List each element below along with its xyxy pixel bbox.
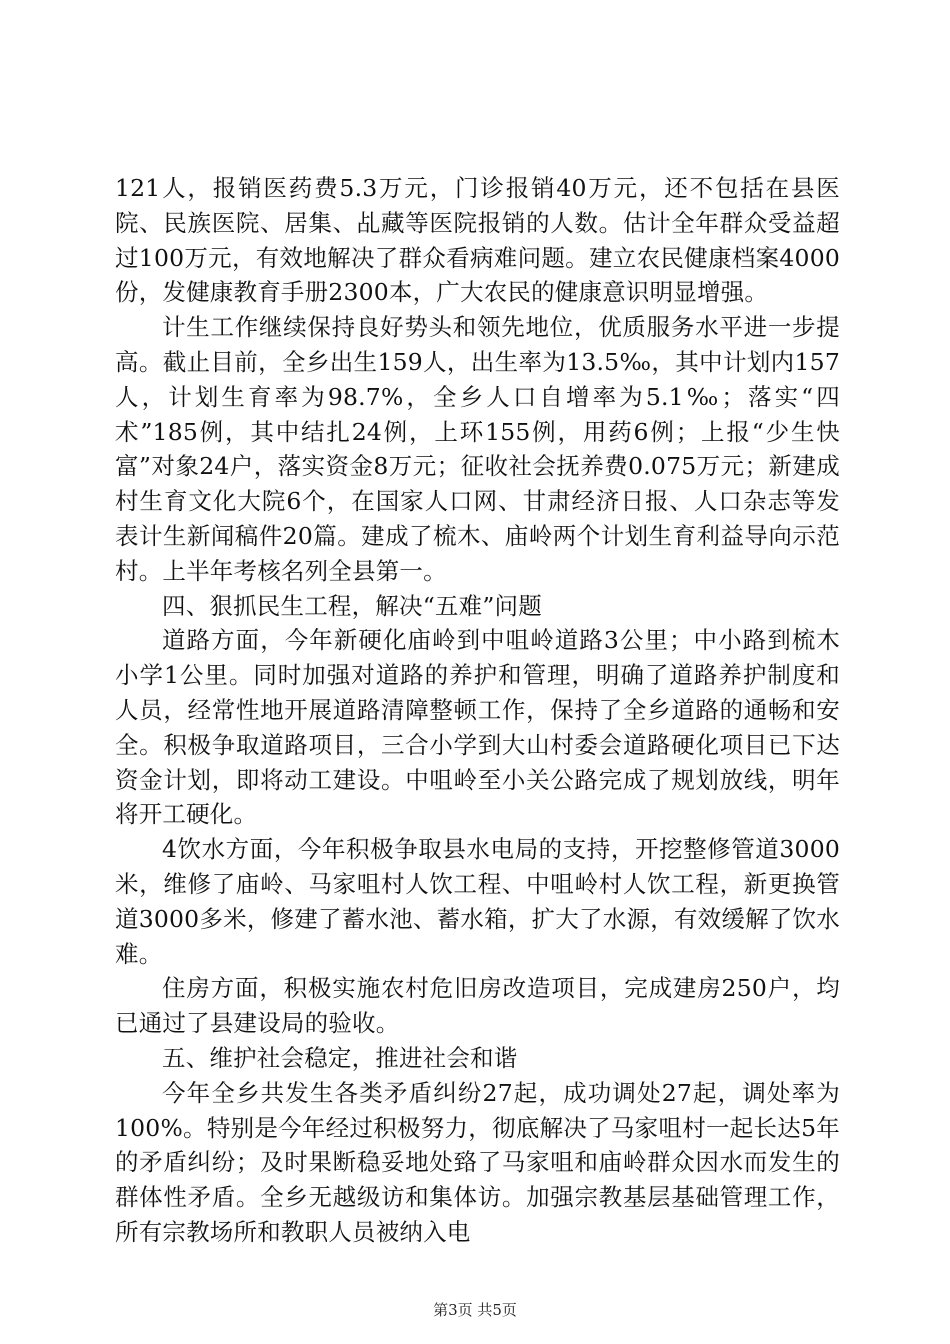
paragraph-disputes: 今年全乡共发生各类矛盾纠纷27起，成功调处27起，调处率为100%。特别是今年经过积极努力，彻底解决了马家咀村一起长达5年的矛盾纠纷；及时果断稳妥地处臵了马家咀和庙岭群众因水而发生的群体性矛盾。全乡无越级访和集体访。加强宗教基层基础管理工作，所有宗教场所和教职人员被纳入电 <box>115 1078 840 1246</box>
paragraph-roads: 道路方面，今年新硬化庙岭到中咀岭道路3公里；中小路到梳木小学1公里。同时加强对道路的养护和管理，明确了道路养护制度和人员，经常性地开展道路清障整顿工作，保持了全乡道路的通畅和安全。积极争取道路项目，三合小学到大山村委会道路硬化项目已下达资金计划，即将动工建设。中咀岭至小关公路完成了规划放线，明年将开工硬化。 <box>115 626 840 829</box>
paragraph-drinking-water: 4饮水方面，今年积极争取县水电局的支持，开挖整修管道3000米，维修了庙岭、马家咀村人饮工程、中咀岭村人饮工程，新更换管道3000多米，修建了蓄水池、蓄水箱，扩大了水源，有效缓解了饮水难。 <box>115 835 840 968</box>
section-heading-stability: 五、维护社会稳定，推进社会和谐 <box>162 1043 518 1072</box>
document-body <box>115 171 840 1250</box>
paragraph-medical-continuation: 121人，报销医药费5.3万元，门诊报销40万元，还不包括在县医院、民族医院、居集、乩藏等医院报销的人数。估计全年群众受益超过100万元，有效地解决了群众看病难问题。建立农民健康档案4000份，发健康教育手册2300本，广大农民的健康意识明显增强。 <box>115 174 840 307</box>
paragraph-family-planning: 计生工作继续保持良好势头和领先地位，优质服务水平进一步提高。截止目前，全乡出生159人，出生率为13.5‰，其中计划内157人，计划生育率为98.7%，全乡人口自增率为5.1‰；落实“四术”185例，其中结扎24例，上环155例，用药6例；上报“少生快富”对象24户，落实资金8万元；征收社会抚养费0.075万元；新建成村生育文化大院6个，在国家人口网、甘肃经济日报、人口杂志等发表计生新闻稿件20篇。建成了梳木、庙岭两个计划生育利益导向示范村。上半年考核名列全县第一。 <box>115 313 840 585</box>
paragraph-housing: 住房方面，积极实施农村危旧房改造项目，完成建房250户，均已通过了县建设局的验收。 <box>115 974 840 1038</box>
page-number-footer: 第3页 共5页 <box>433 1301 517 1319</box>
section-heading-livelihood: 四、狠抓民生工程，解决“五难”问题 <box>162 591 542 620</box>
